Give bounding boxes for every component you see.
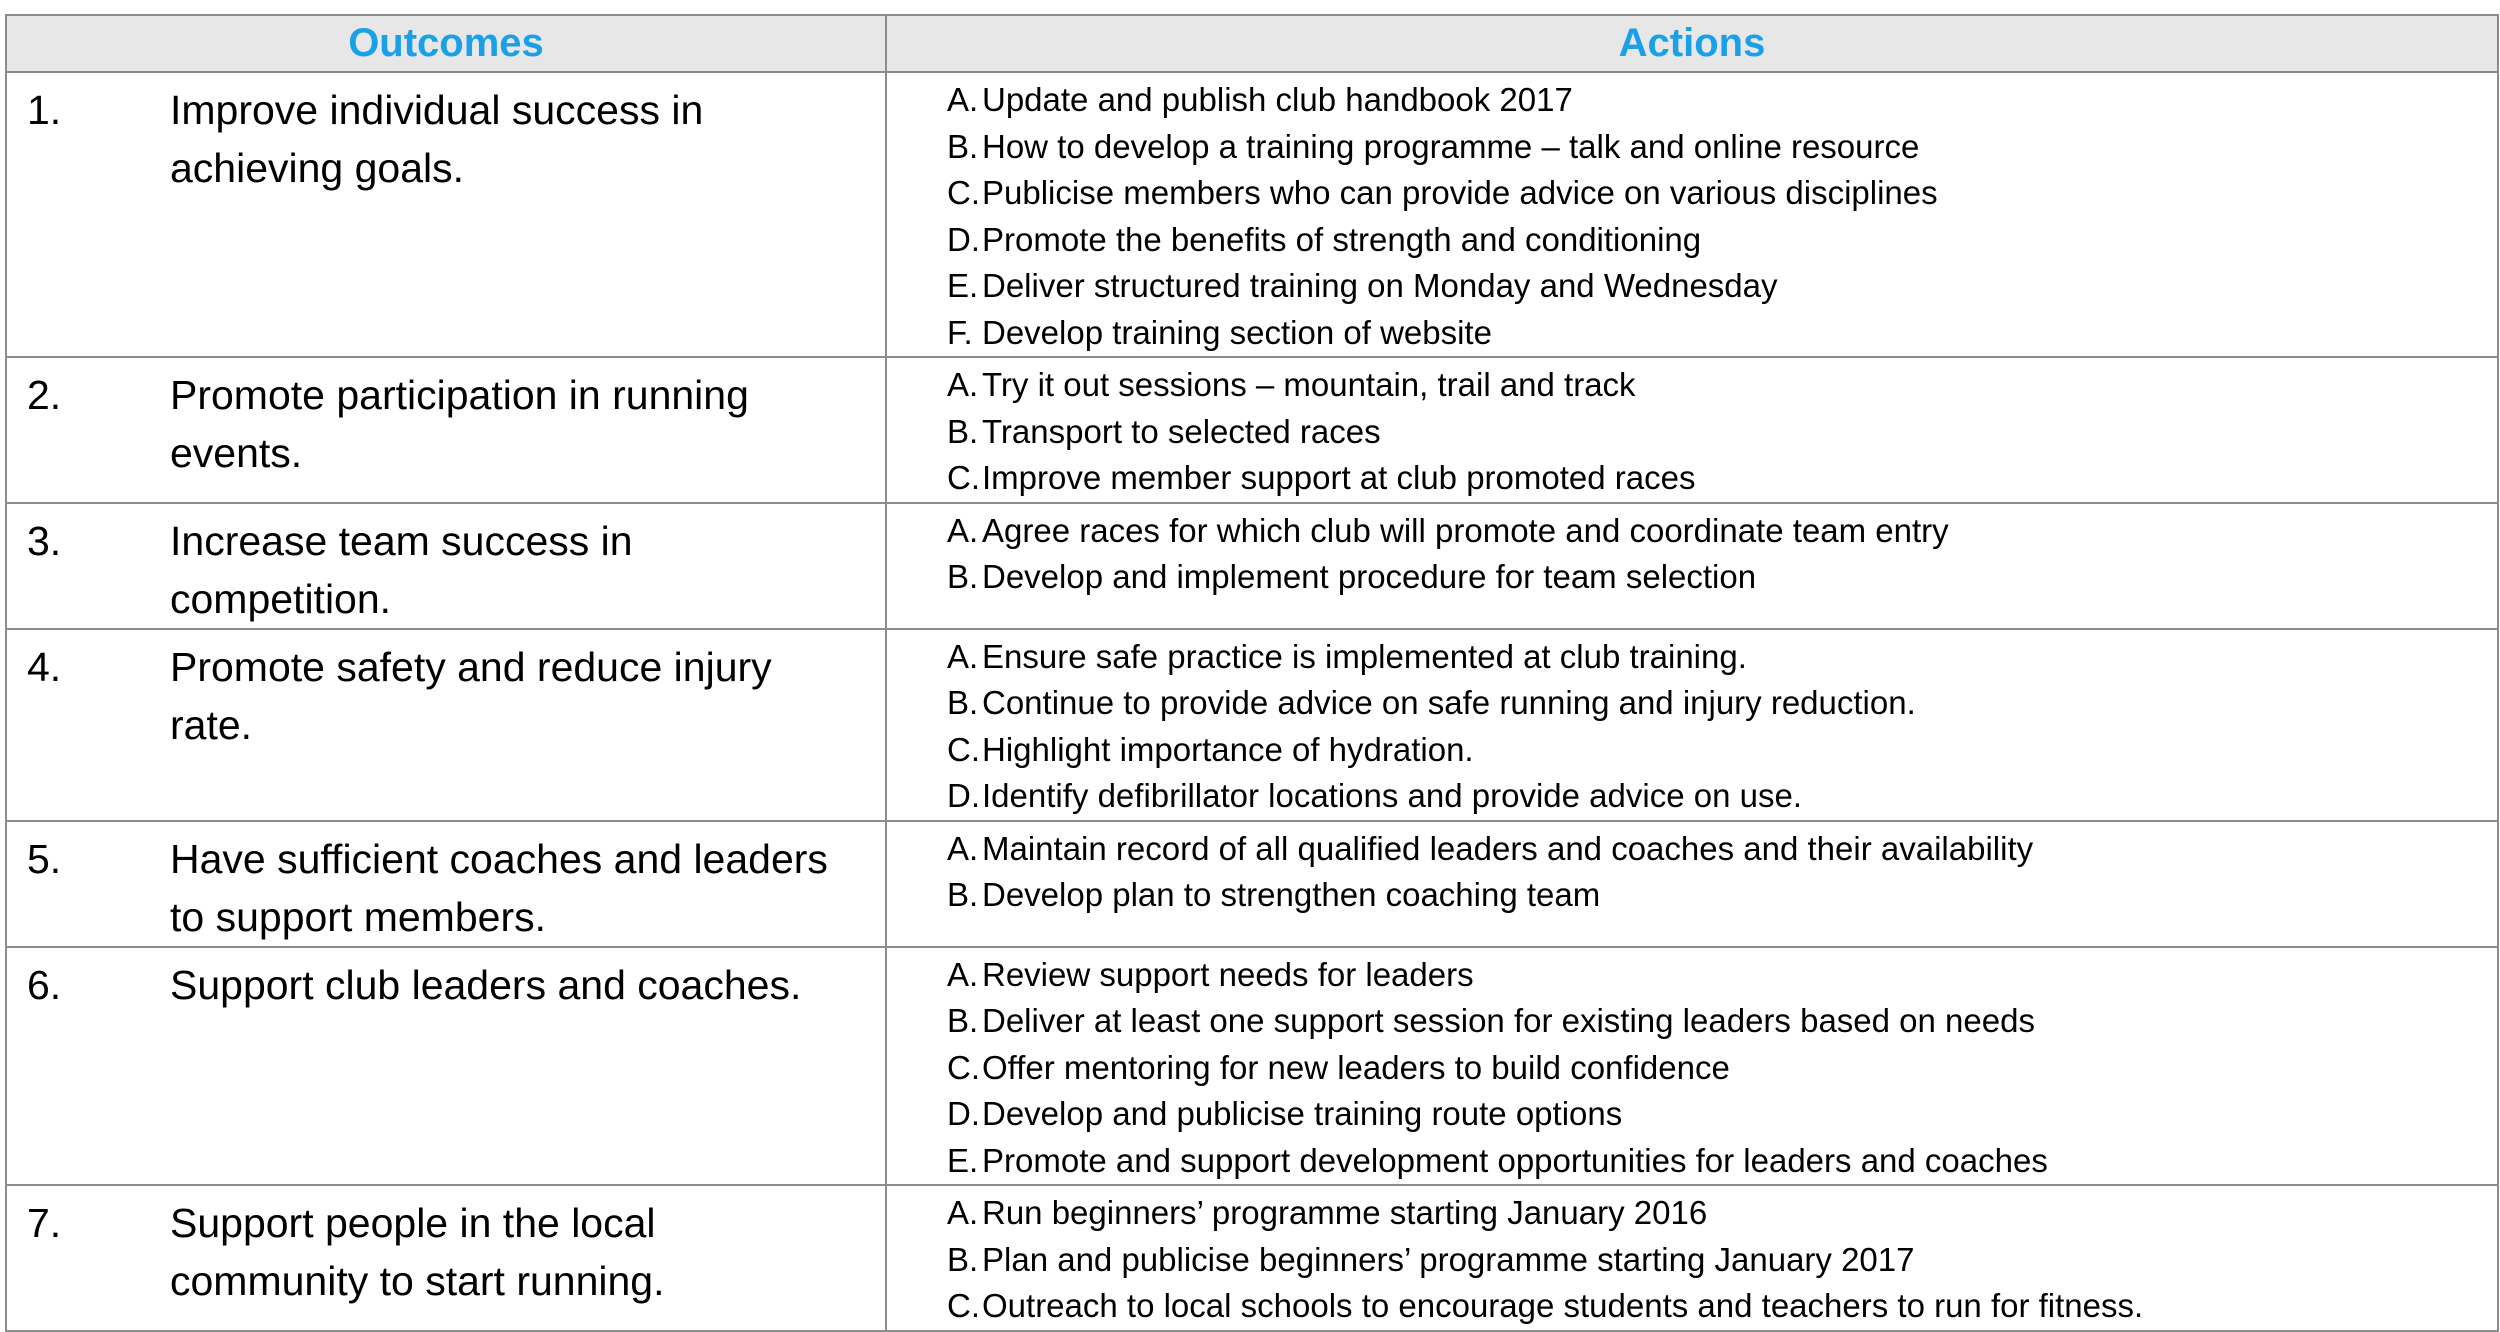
action-item: [887, 1190, 2497, 1237]
outcome-cell: [6, 357, 886, 503]
action-text: Improve member support at club promoted races: [982, 459, 1696, 496]
action-letter: C.: [947, 174, 980, 211]
action-text: Develop and implement procedure for team selection: [982, 558, 1757, 595]
outcome-number: 2.: [27, 372, 62, 418]
action-item: [887, 1138, 2497, 1185]
action-item: [887, 998, 2497, 1045]
action-text: Try it out sessions – mountain, trail and track: [982, 366, 1636, 403]
action-text: Outreach to local schools to encourage students and teachers to run for fitness.: [982, 1287, 2144, 1324]
action-item: [887, 1091, 2497, 1138]
action-text: Ensure safe practice is implemented at club training.: [982, 637, 1747, 675]
action-letter: B.: [947, 876, 979, 913]
action-item: [887, 310, 2497, 357]
actions-cell: [886, 629, 2498, 821]
action-text: Review support needs for leaders: [982, 955, 1474, 993]
actions-cell: [886, 503, 2498, 629]
action-text: Deliver structured training on Monday and Wednesday: [982, 267, 1778, 304]
action-item: [887, 508, 2497, 555]
action-item: [887, 773, 2497, 820]
action-item: [887, 1237, 2497, 1284]
action-letter: E.: [947, 1141, 979, 1179]
action-text: Promote and support development opportunities for leaders and coaches: [982, 1141, 2048, 1179]
action-letter: C.: [947, 1287, 980, 1324]
action-text: Identify defibrillator locations and provide advice on use.: [982, 777, 1802, 814]
outcome-cell: [6, 503, 886, 629]
action-item: [887, 170, 2497, 217]
actions-list: [887, 358, 2497, 502]
table-row: [6, 503, 2498, 629]
action-letter: B.: [947, 412, 979, 450]
actions-cell: [886, 357, 2498, 503]
action-letter: F.: [947, 313, 973, 351]
outcome-cell: [6, 629, 886, 821]
outcome-text: Increase team success in competition.: [170, 517, 633, 622]
actions-list: [887, 1186, 2497, 1330]
action-text: Publicise members who can provide advice on various disciplines: [982, 174, 1938, 211]
table-body: [6, 72, 2498, 1331]
actions-list: [887, 73, 2497, 356]
action-item: [887, 1283, 2497, 1330]
outcome-text: Promote safety and reduce injury rate.: [170, 643, 772, 748]
action-item: [887, 826, 2497, 873]
table-row: [6, 947, 2498, 1186]
table-row: [6, 1185, 2498, 1331]
header-row: [6, 15, 2498, 72]
action-item: [887, 1045, 2497, 1092]
outcome-cell: [6, 821, 886, 947]
outcome-text: Support people in the local community to start running.: [170, 1200, 665, 1304]
action-item: [887, 634, 2497, 681]
action-letter: E.: [947, 267, 979, 304]
outcome-cell: [6, 947, 886, 1186]
action-text: Develop training section of website: [982, 313, 1492, 351]
action-letter: C.: [947, 730, 980, 768]
action-letter: A.: [947, 955, 979, 993]
action-item: [887, 263, 2497, 310]
action-text: Offer mentoring for new leaders to build confidence: [982, 1048, 1730, 1086]
outcome-number: 1.: [27, 87, 62, 133]
action-letter: C.: [947, 459, 980, 496]
action-item: [887, 362, 2497, 409]
action-item: [887, 680, 2497, 727]
outcome-text: Have sufficient coaches and leaders to support members.: [170, 835, 828, 940]
outcome-text: Support club leaders and coaches.: [170, 961, 802, 1008]
table-row: [6, 821, 2498, 947]
outcome-cell: [6, 72, 886, 357]
action-text: Maintain record of all qualified leaders and coaches and their availability: [982, 829, 2034, 867]
table-row: [6, 629, 2498, 821]
action-item: [887, 124, 2497, 171]
action-letter: B.: [947, 684, 979, 721]
actions-cell: [886, 72, 2498, 357]
action-item: [887, 872, 2497, 919]
action-item: [887, 727, 2497, 774]
action-letter: A.: [947, 511, 979, 549]
action-letter: A.: [947, 637, 979, 675]
action-item: [887, 77, 2497, 124]
action-letter: A.: [947, 829, 979, 867]
actions-cell: [886, 1185, 2498, 1331]
action-item: [887, 217, 2497, 264]
action-text: Agree races for which club will promote and coordinate team entry: [982, 511, 1949, 549]
action-letter: A.: [947, 1194, 979, 1231]
action-text: Deliver at least one support session for existing leaders based on needs: [982, 1002, 2035, 1039]
action-letter: B.: [947, 127, 979, 165]
outcome-cell: [6, 1185, 886, 1331]
action-text: Promote the benefits of strength and conditioning: [982, 220, 1702, 258]
action-letter: A.: [947, 366, 979, 403]
action-text: Transport to selected races: [982, 412, 1381, 450]
action-letter: B.: [947, 1240, 979, 1278]
actions-list: [887, 822, 2497, 919]
actions-cell: [886, 821, 2498, 947]
action-letter: D.: [947, 777, 980, 814]
action-item: [887, 409, 2497, 456]
action-item: [887, 455, 2497, 502]
action-letter: B.: [947, 1002, 979, 1039]
actions-cell: [886, 947, 2498, 1186]
action-text: Continue to provide advice on safe running and injury reduction.: [982, 684, 1916, 721]
action-letter: D.: [947, 1095, 980, 1132]
action-item: [887, 952, 2497, 999]
table-row: [6, 357, 2498, 503]
action-letter: C.: [947, 1048, 980, 1086]
outcome-text: Promote participation in running events.: [170, 372, 749, 476]
outcome-number: 5.: [27, 835, 62, 882]
action-text: Plan and publicise beginners’ programme starting January 2017: [982, 1240, 1915, 1278]
action-text: Develop and publicise training route options: [982, 1095, 1623, 1132]
action-letter: B.: [947, 558, 979, 595]
action-letter: D.: [947, 220, 980, 258]
outcome-number: 3.: [27, 517, 62, 564]
action-item: [887, 554, 2497, 601]
actions-list: [887, 504, 2497, 601]
outcomes-actions-table: [5, 14, 2499, 1332]
outcome-text: Improve individual success in achieving goals.: [170, 87, 704, 191]
action-text: Run beginners’ programme starting January 2016: [982, 1194, 1708, 1231]
actions-list: [887, 948, 2497, 1185]
action-text: Update and publish club handbook 2017: [982, 81, 1573, 118]
action-text: Highlight importance of hydration.: [982, 730, 1474, 768]
actions-list: [887, 630, 2497, 820]
outcome-number: 6.: [27, 961, 62, 1008]
action-letter: A.: [947, 81, 979, 118]
table-row: [6, 72, 2498, 357]
action-text: How to develop a training programme – talk and online resource: [982, 127, 1920, 165]
action-text: Develop plan to strengthen coaching team: [982, 876, 1601, 913]
actions-header: Actions: [886, 15, 2498, 72]
outcome-number: 4.: [27, 643, 62, 690]
outcome-number: 7.: [27, 1200, 62, 1246]
outcomes-header: Outcomes: [6, 15, 886, 72]
